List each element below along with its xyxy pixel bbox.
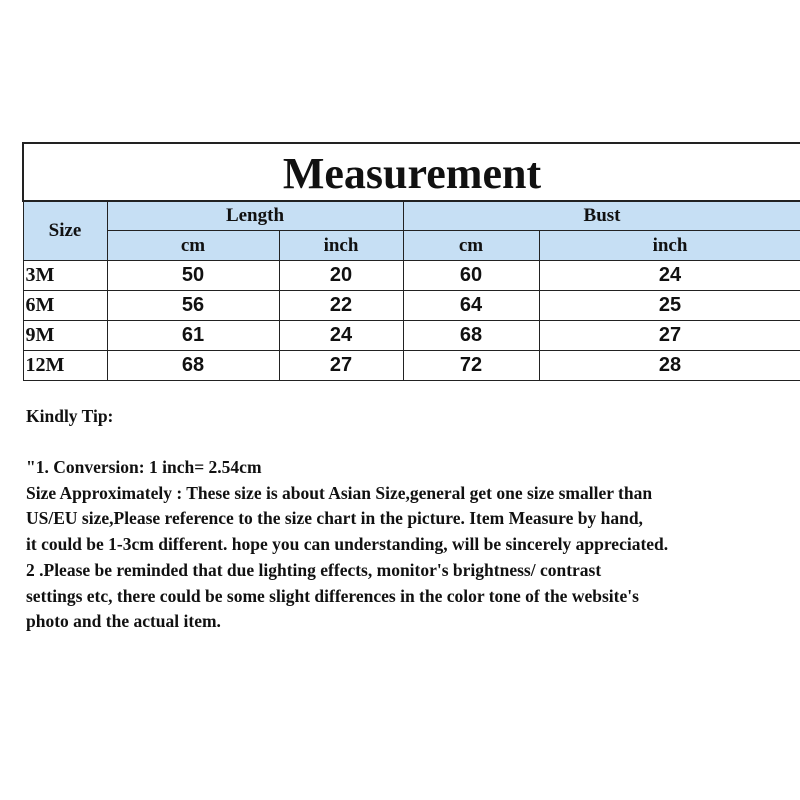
length-cm-header: cm bbox=[107, 231, 279, 261]
size-cell: 3M bbox=[23, 261, 107, 291]
tip-line: it could be 1-3cm different. hope you can understanding, will be sincerely appreciated. bbox=[26, 534, 669, 555]
tip-line: 2 .Please be reminded that due lighting effects, monitor's brightness/ contrast bbox=[26, 559, 602, 580]
length-cm-cell: 68 bbox=[107, 351, 279, 381]
bust-inch-header: inch bbox=[539, 231, 800, 261]
tip-heading: Kindly Tip: bbox=[26, 406, 114, 426]
table-row bbox=[23, 321, 800, 351]
tip-line: Size Approximately : These size is about Asian Size,general get one size smaller than bbox=[26, 482, 653, 503]
length-header: Length bbox=[107, 201, 403, 231]
bust-cm-cell: 68 bbox=[403, 321, 539, 351]
length-inch-cell: 24 bbox=[279, 321, 403, 351]
size-header: Size bbox=[23, 201, 107, 261]
bust-header: Bust bbox=[403, 201, 800, 231]
table-title: Measurement bbox=[23, 143, 800, 201]
bust-inch-cell: 24 bbox=[539, 261, 800, 291]
table-row bbox=[23, 351, 800, 381]
size-cell: 12M bbox=[23, 351, 107, 381]
bust-cm-cell: 64 bbox=[403, 291, 539, 321]
bust-cm-cell: 60 bbox=[403, 261, 539, 291]
length-inch-cell: 22 bbox=[279, 291, 403, 321]
length-inch-header: inch bbox=[279, 231, 403, 261]
tip-line: settings etc, there could be some slight differences in the color tone of the website's bbox=[26, 585, 639, 606]
bust-inch-cell: 25 bbox=[539, 291, 800, 321]
bust-inch-cell: 28 bbox=[539, 351, 800, 381]
length-cm-cell: 61 bbox=[107, 321, 279, 351]
bust-inch-cell: 27 bbox=[539, 321, 800, 351]
size-cell: 9M bbox=[23, 321, 107, 351]
bust-cm-header: cm bbox=[403, 231, 539, 261]
length-inch-cell: 27 bbox=[279, 351, 403, 381]
length-inch-cell: 20 bbox=[279, 261, 403, 291]
length-cm-cell: 50 bbox=[107, 261, 279, 291]
length-cm-cell: 56 bbox=[107, 291, 279, 321]
size-chart-table bbox=[22, 142, 800, 381]
tip-line: photo and the actual item. bbox=[26, 611, 221, 632]
table-row bbox=[23, 291, 800, 321]
table-row bbox=[23, 261, 800, 291]
tip-line: "1. Conversion: 1 inch= 2.54cm bbox=[26, 457, 262, 477]
bust-cm-cell: 72 bbox=[403, 351, 539, 381]
tip-line: US/EU size,Please reference to the size chart in the picture. Item Measure by hand, bbox=[26, 508, 643, 529]
kindly-tip-section bbox=[26, 406, 796, 635]
size-cell: 6M bbox=[23, 291, 107, 321]
